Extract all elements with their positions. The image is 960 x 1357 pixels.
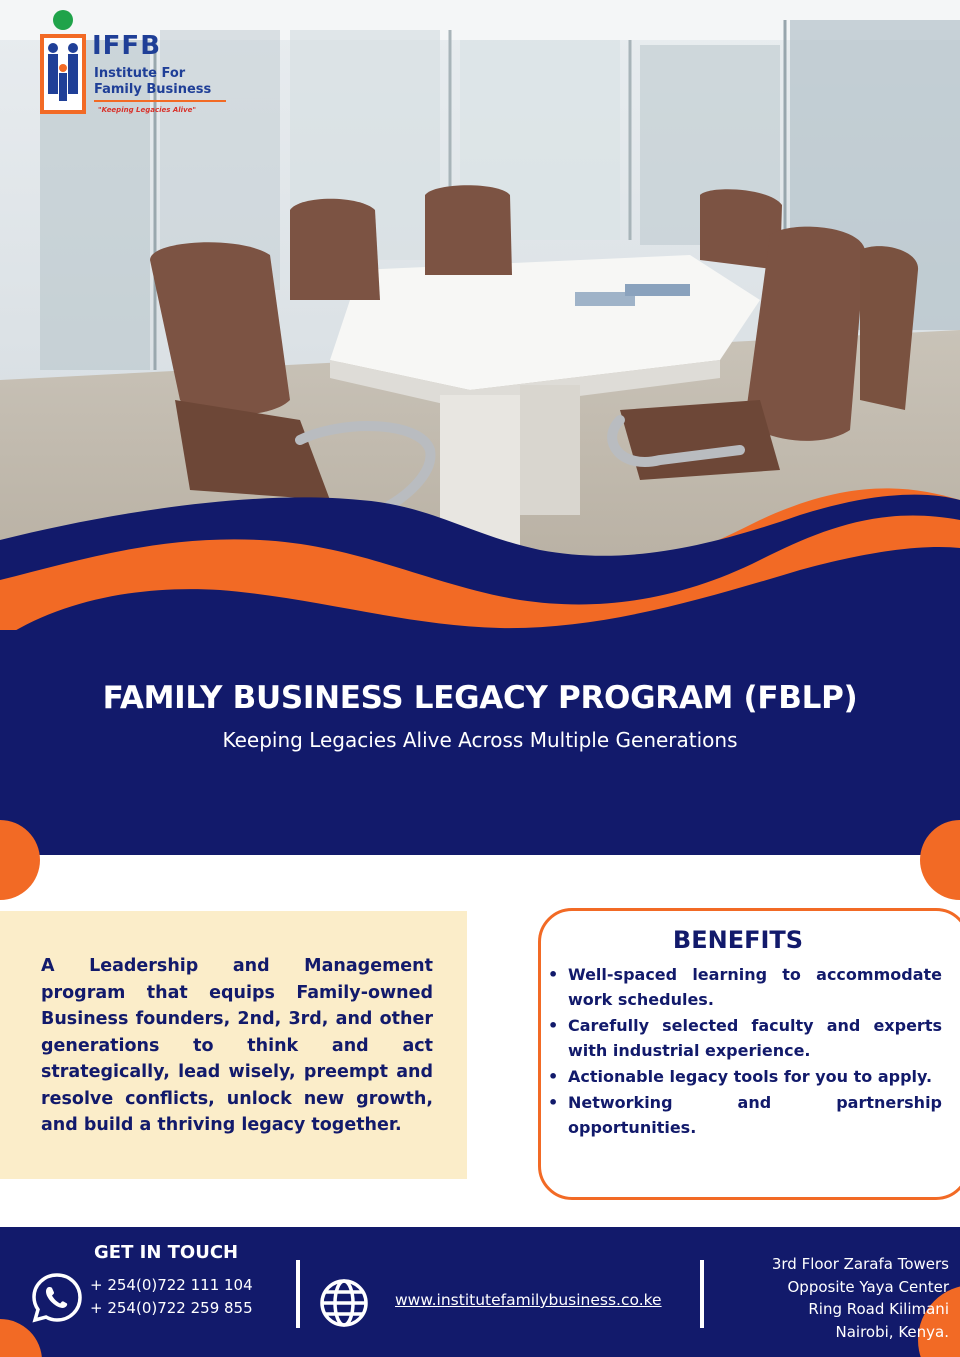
logo-dot bbox=[53, 10, 73, 30]
benefits-heading: BENEFITS bbox=[672, 926, 804, 954]
logo-name-line2: Family Business bbox=[94, 82, 212, 97]
contact-heading: GET IN TOUCH bbox=[94, 1242, 239, 1263]
program-subtitle: Keeping Legacies Alive Across Multiple Generations bbox=[222, 728, 738, 752]
benefit-text: Networking and partnership opportunities. bbox=[568, 1093, 942, 1137]
phone-number[interactable]: + 254(0)722 259 855 bbox=[90, 1299, 253, 1317]
whatsapp-icon[interactable] bbox=[30, 1271, 84, 1325]
benefit-text: Carefully selected faculty and experts with industrial experience. bbox=[568, 1016, 942, 1060]
intro-text: A Leadership and Management program that equips Family-owned Business founders, 2nd, 3rd, and other generations to think and act strategically, lead wisely, preempt and resolve conflicts, unlock new growth, and build a thriving legacy together. bbox=[41, 956, 433, 1135]
address-block bbox=[735, 1253, 955, 1343]
bullet-icon: • bbox=[548, 1016, 559, 1035]
address-line: 3rd Floor Zarafa Towers bbox=[771, 1255, 949, 1273]
address-line: Opposite Yaya Center bbox=[787, 1277, 949, 1296]
logo-underline bbox=[94, 100, 226, 102]
phone-number[interactable]: + 254(0)722 111 104 bbox=[90, 1276, 253, 1294]
globe-icon bbox=[318, 1277, 370, 1329]
contact-footer bbox=[0, 1227, 960, 1357]
benefit-item bbox=[546, 1013, 942, 1063]
benefits-list bbox=[546, 962, 942, 1141]
iffb-logo bbox=[40, 8, 240, 123]
family-figures-icon bbox=[40, 34, 86, 114]
address-line: Ring Road Kilimani bbox=[808, 1300, 949, 1318]
footer-divider bbox=[700, 1260, 704, 1328]
benefit-item bbox=[546, 962, 942, 1012]
benefit-text: Actionable legacy tools for you to apply. bbox=[568, 1067, 933, 1086]
logo-name-line1: Institute For bbox=[94, 66, 186, 81]
logo-abbreviation: IFFB bbox=[92, 31, 162, 61]
benefit-item bbox=[546, 1064, 942, 1089]
bullet-icon: • bbox=[548, 1093, 559, 1112]
benefit-text: Well-spaced learning to accommodate work schedules. bbox=[568, 965, 942, 1009]
logo-tagline: "Keeping Legacies Alive" bbox=[98, 106, 197, 114]
program-title: FAMILY BUSINESS LEGACY PROGRAM (FBLP) bbox=[102, 680, 858, 716]
website-link[interactable]: www.institutefamilybusiness.co.ke bbox=[395, 1291, 662, 1309]
benefit-item bbox=[546, 1090, 942, 1140]
bullet-icon: • bbox=[548, 1067, 559, 1086]
footer-divider bbox=[296, 1260, 300, 1328]
logo-name bbox=[94, 66, 244, 98]
bullet-icon: • bbox=[548, 965, 559, 984]
address-line: Nairobi, Kenya. bbox=[835, 1322, 949, 1341]
